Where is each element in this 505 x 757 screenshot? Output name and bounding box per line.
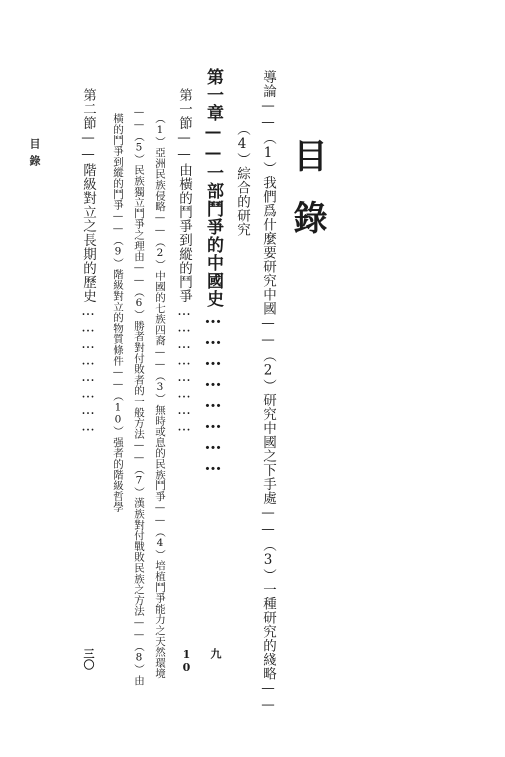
toc-entry-introduction-cont: （4）綜合的研究 — [234, 122, 250, 237]
running-head: 目錄 — [28, 138, 41, 172]
toc-subentry-line-3: 橫的鬥爭到縱的鬥爭——（9）階級對立的物質條件——（10）强者的階級哲學 — [112, 113, 124, 513]
toc-entry-introduction: 導論——（1）我們爲什麼要研究中國——（2）研究中國之下手處——（3）一種研究的綫略—— — [260, 70, 276, 714]
toc-subentry-line-2: ——（5）民族獨立鬥爭之理由——（6）勝者對付敗者的一般方法——（7）漢族對付戰敗民族之方法——（8）由 — [133, 106, 145, 686]
toc-entry-section-1: 第一節——由橫的鬥爭到縱的鬥爭…………………… — [176, 88, 192, 435]
page-title: 目錄 — [287, 138, 327, 262]
page-number-section-2: 三〇 — [82, 648, 95, 670]
toc-entry-section-2: 第二節——階級對立之長期的歷史…………………… — [80, 88, 96, 435]
toc-subentry-line-1: （1）亞洲民族侵略——（2）中國的七族四裔——（3）無時或息的民族鬥爭——（4）培植鬥爭能力之天然環境 — [154, 113, 166, 679]
page-number-section-1: 10 — [180, 648, 193, 674]
toc-entry-chapter-1: 第一章——一部鬥爭的中國史…………………… — [203, 68, 223, 476]
page-number-chapter-1: 九 — [209, 648, 222, 659]
